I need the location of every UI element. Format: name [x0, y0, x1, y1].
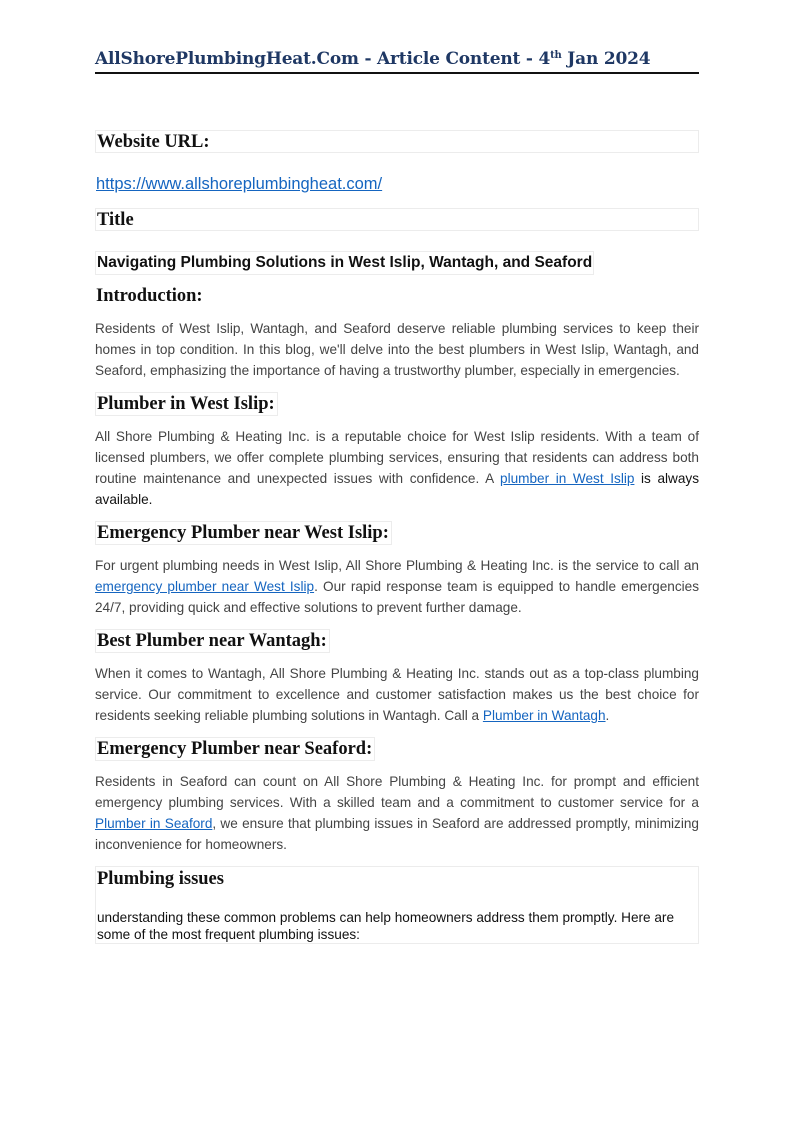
seaford-heading-row: [95, 737, 699, 761]
website-url-link[interactable]: https://www.allshoreplumbingheat.com/: [96, 175, 383, 193]
plumber-seaford-link[interactable]: Plumber in Seaford: [95, 816, 213, 831]
document-header: [95, 48, 699, 74]
intro-heading: Introduction:: [96, 286, 203, 306]
wantagh-text: When it comes to Wantagh, All Shore Plumbing & Heating Inc. stands out as a top-class plumbing service. Our commitment to excellence and customer satisfaction makes us the best choice for residents seeking reliable plumbing solutions in Wantagh. Call a: [95, 666, 699, 723]
plumbing-issues-paragraph: understanding these common problems can help homeowners address them promptly. Here are some of the most frequent plumbing issues:: [97, 910, 675, 942]
west-islip-heading: Plumber in West Islip:: [95, 392, 278, 416]
title-heading: Title: [97, 210, 134, 230]
emergency-west-islip-text: For urgent plumbing needs in West Islip, All Shore Plumbing & Heating Inc. is the service to call an: [95, 558, 699, 573]
emergency-west-islip-heading-row: [95, 521, 699, 545]
header-title-main: AllShorePlumbingHeat.Com - Article Content - 4: [95, 49, 551, 69]
plumbing-issues-box: [95, 866, 699, 944]
seaford-text: Residents in Seaford can count on All Shore Plumbing & Heating Inc. for prompt and efficient emergency plumbing services. With a skilled team and a commitment to customer service for a: [95, 774, 699, 810]
header-title-superscript: th: [550, 50, 562, 61]
seaford-paragraph: [95, 771, 699, 855]
article-title: Navigating Plumbing Solutions in West Islip, Wantagh, and Seaford: [95, 251, 594, 275]
wantagh-heading-row: [95, 629, 699, 653]
west-islip-text-end: is always available.: [95, 471, 699, 507]
emergency-plumber-west-islip-link[interactable]: emergency plumber near West Islip: [95, 579, 315, 594]
emergency-west-islip-heading: Emergency Plumber near West Islip:: [95, 521, 392, 545]
emergency-west-islip-paragraph: [95, 555, 699, 618]
plumber-west-islip-link[interactable]: plumber in West Islip: [500, 471, 635, 486]
plumber-wantagh-link[interactable]: Plumber in Wantagh: [482, 708, 606, 723]
seaford-heading: Emergency Plumber near Seaford:: [95, 737, 375, 761]
article-content: [95, 130, 699, 944]
wantagh-heading: Best Plumber near Wantagh:: [95, 629, 330, 653]
website-url-heading-box: [95, 130, 699, 153]
website-url-heading: Website URL:: [97, 132, 210, 152]
title-heading-box: [95, 208, 699, 231]
wantagh-text-end: .: [605, 708, 610, 723]
intro-heading-row: [95, 285, 699, 307]
emergency-west-islip-text-end: . Our rapid response team is equipped to handle emergencies 24/7, providing quick and effective solutions to prevent further damage.: [95, 579, 699, 615]
website-url-row: [95, 174, 699, 194]
header-title-date: Jan 2024: [561, 49, 651, 69]
seaford-text-end: , we ensure that plumbing issues in Seaford are addressed promptly, minimizing inconvenience for homeowners.: [95, 816, 699, 852]
plumbing-issues-heading: Plumbing issues: [97, 869, 224, 889]
wantagh-paragraph: [95, 663, 699, 726]
west-islip-heading-row: [95, 392, 699, 416]
intro-paragraph: Residents of West Islip, Wantagh, and Seaford deserve reliable plumbing services to keep their homes in top condition. In this blog, we'll delve into the best plumbers in West Islip, Wantagh, and Seaford, emphasizing the importance of having a trustworthy plumber, especially in emergencies.: [95, 321, 699, 378]
west-islip-paragraph: [95, 426, 699, 510]
header-title: [95, 48, 699, 70]
title-value-row: [95, 251, 699, 275]
west-islip-text: All Shore Plumbing & Heating Inc. is a reputable choice for West Islip residents. With a team of licensed plumbers, we offer complete plumbing services, ensuring that residents can address both routine maintenance and unexpected issues with confidence. A: [95, 429, 699, 486]
